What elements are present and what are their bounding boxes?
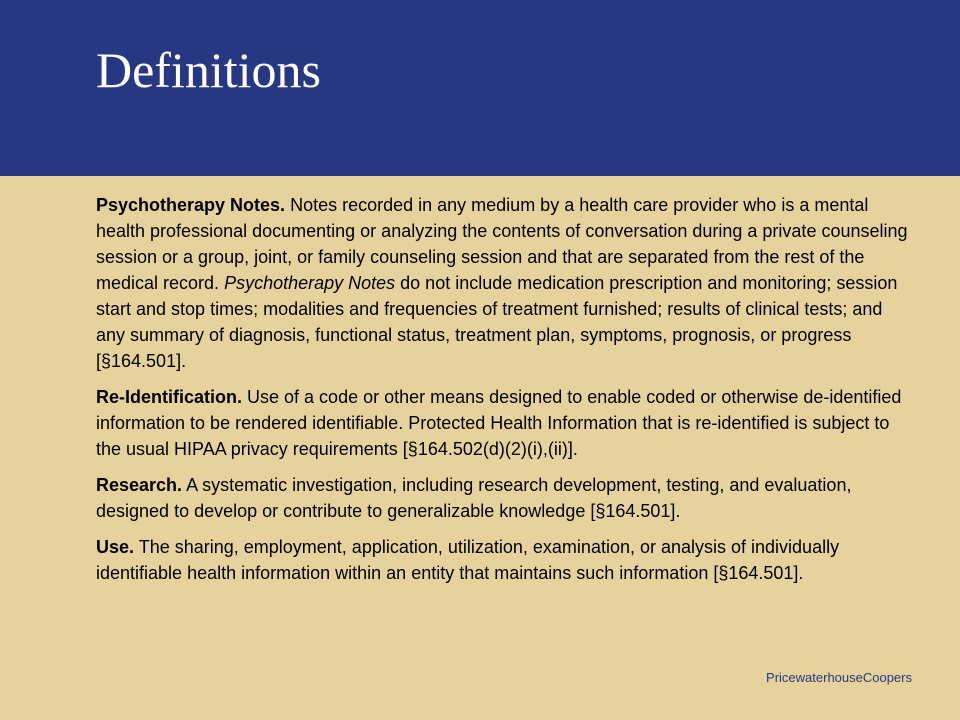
definition-text: Notes recorded in any medium by a health care provider who is a mental health professional documenting or analyzing the contents of conversation during a private counseling session or a group, joint, or family counseling session and that are separated from the rest of the medical record.	[96, 195, 908, 293]
definition-term: Research.	[96, 475, 183, 495]
company-footer: PricewaterhouseCoopers	[766, 670, 912, 685]
title-bar	[0, 0, 960, 176]
definition-term: Psychotherapy Notes.	[96, 195, 286, 215]
definition-text: The sharing, employment, application, utilization, examination, or analysis of individually identifiable health information within an entity that maintains such information [§164.501].	[96, 537, 840, 583]
slide-title: Definitions	[96, 42, 321, 98]
definition-text: A systematic investigation, including research development, testing, and evaluation, designed to develop or contribute to generalizable knowledge [§164.501].	[96, 475, 852, 521]
definition-research	[96, 472, 916, 524]
definition-term: Use.	[96, 537, 135, 557]
definition-text-continued: do not include medication prescription and monitoring; session start and stop times; modalities and frequencies of treatment furnished; results of clinical tests; and any summary of diagnosis, functional status, treatment plan, symptoms, prognosis, or progress [§164.501].	[96, 273, 898, 371]
definition-use	[96, 534, 916, 586]
definition-text: Use of a code or other means designed to enable coded or otherwise de-identified information to be rendered identifiable. Protected Health Information that is re-identified is subject to the usual HIPAA privacy requirements [§164.502(d)(2)(i),(ii)].	[96, 387, 902, 459]
definition-psychotherapy-notes	[96, 192, 916, 374]
definition-term: Re-Identification.	[96, 387, 243, 407]
definition-italic-term: Psychotherapy Notes	[224, 273, 396, 293]
definitions-list	[96, 192, 916, 596]
definition-re-identification	[96, 384, 916, 462]
